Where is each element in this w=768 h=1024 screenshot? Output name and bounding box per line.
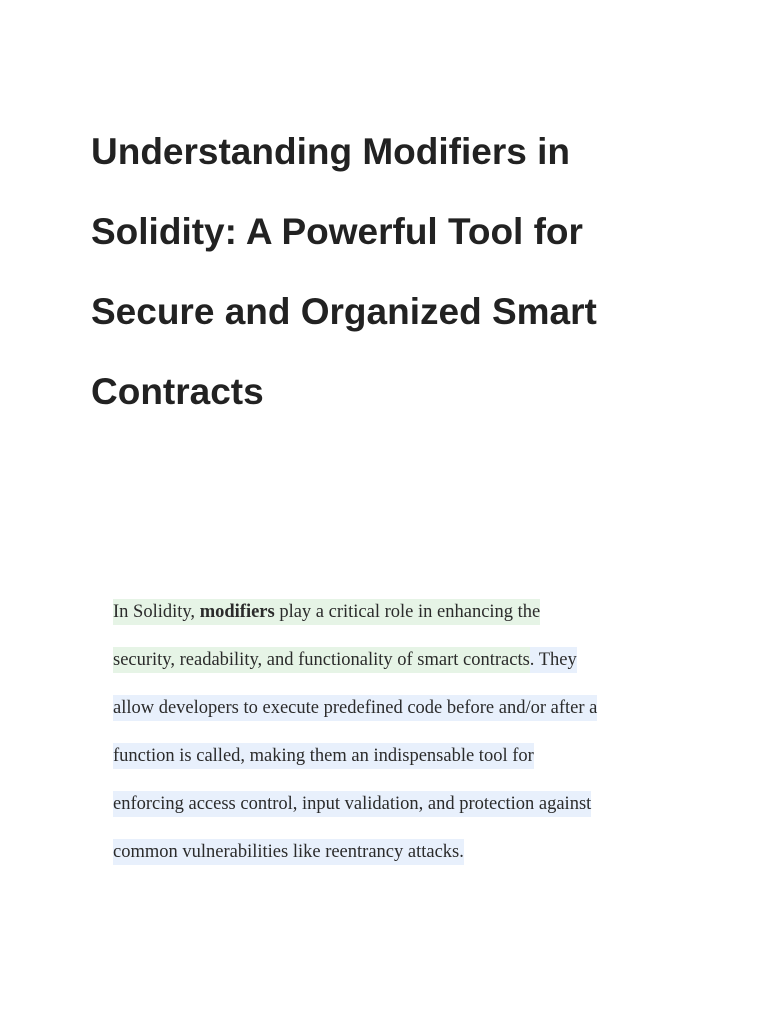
paragraph-line (113, 732, 673, 780)
bold-term: modifiers (199, 602, 275, 622)
title-line: Understanding Modifiers in (91, 131, 570, 172)
paragraph-line (113, 780, 673, 828)
paragraph-text: In Solidity, (113, 602, 200, 622)
highlighted-text: security, readability, and functionality of smart contracts (113, 647, 530, 673)
paragraph-line (113, 636, 673, 684)
paragraph-text: play a critical role in enhancing the (274, 602, 541, 622)
highlighted-text: allow developers to execute predefined code before and/or after a (113, 695, 597, 721)
document-title (91, 112, 691, 432)
highlighted-text (113, 599, 540, 625)
title-line: Contracts (91, 371, 264, 412)
highlighted-text: function is called, making them an indispensable tool for (113, 743, 534, 769)
title-line: Solidity: A Powerful Tool for (91, 211, 583, 252)
paragraph-line (113, 588, 673, 636)
intro-paragraph (113, 588, 673, 876)
paragraph-line (113, 828, 673, 876)
paragraph-line (113, 684, 673, 732)
title-line: Secure and Organized Smart (91, 291, 597, 332)
highlighted-text: . They (530, 647, 577, 673)
highlighted-text: enforcing access control, input validation, and protection against (113, 791, 591, 817)
highlighted-text: common vulnerabilities like reentrancy attacks. (113, 839, 464, 865)
